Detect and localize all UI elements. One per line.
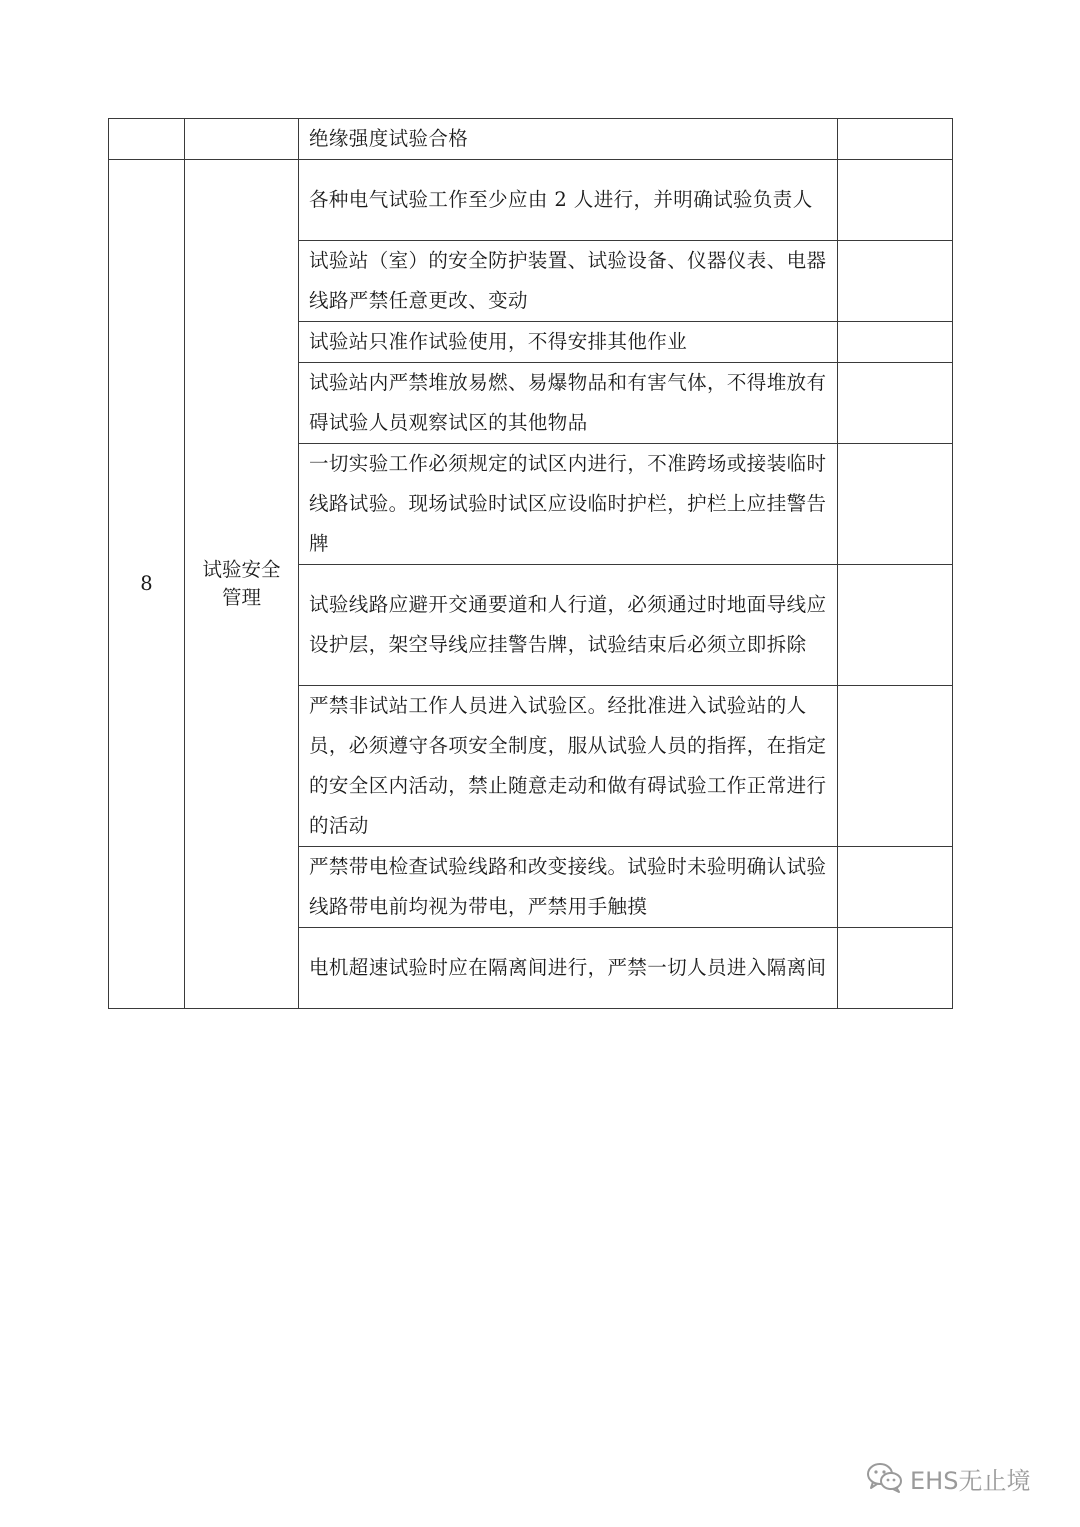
result-cell [838,847,953,928]
watermark-text: EHS无止境 [910,1466,1031,1495]
requirement-cell: 试验站只准作试验使用，不得安排其他作业 [299,322,838,363]
result-cell [838,686,953,847]
requirement-cell: 试验站内严禁堆放易燃、易爆物品和有害气体，不得堆放有碍试验人员观察试区的其他物品 [299,363,838,444]
requirement-cell: 试验线路应避开交通要道和人行道，必须通过时地面导线应设护层，架空导线应挂警告牌，试验结束后必须立即拆除 [299,565,838,686]
watermark [866,1458,1030,1498]
result-cell [838,565,953,686]
category-cell: 试验安全管理 [185,160,299,1009]
result-cell [838,160,953,241]
result-cell [838,928,953,1009]
wechat-icon [866,1462,904,1494]
item-number-cell [109,119,185,160]
result-cell [838,322,953,363]
result-cell [838,444,953,565]
safety-checklist-table [108,118,953,1009]
table-row [109,160,953,241]
result-cell [838,119,953,160]
requirement-cell: 一切实验工作必须规定的试区内进行，不准跨场或接装临时线路试验。现场试验时试区应设临时护栏，护栏上应挂警告牌 [299,444,838,565]
requirement-cell: 试验站（室）的安全防护装置、试验设备、仪器仪表、电器线路严禁任意更改、变动 [299,241,838,322]
requirement-cell: 电机超速试验时应在隔离间进行，严禁一切人员进入隔离间 [299,928,838,1009]
category-cell [185,119,299,160]
requirement-cell: 各种电气试验工作至少应由 2 人进行，并明确试验负责人 [299,160,838,241]
result-cell [838,363,953,444]
requirement-cell: 绝缘强度试验合格 [299,119,838,160]
table-row [109,119,953,160]
result-cell [838,241,953,322]
item-number-cell: 8 [109,160,185,1009]
requirement-cell: 严禁非试站工作人员进入试验区。经批准进入试验站的人员，必须遵守各项安全制度，服从试验人员的指挥，在指定的安全区内活动，禁止随意走动和做有碍试验工作正常进行的活动 [299,686,838,847]
requirement-cell: 严禁带电检查试验线路和改变接线。试验时未验明确认试验线路带电前均视为带电，严禁用手触摸 [299,847,838,928]
